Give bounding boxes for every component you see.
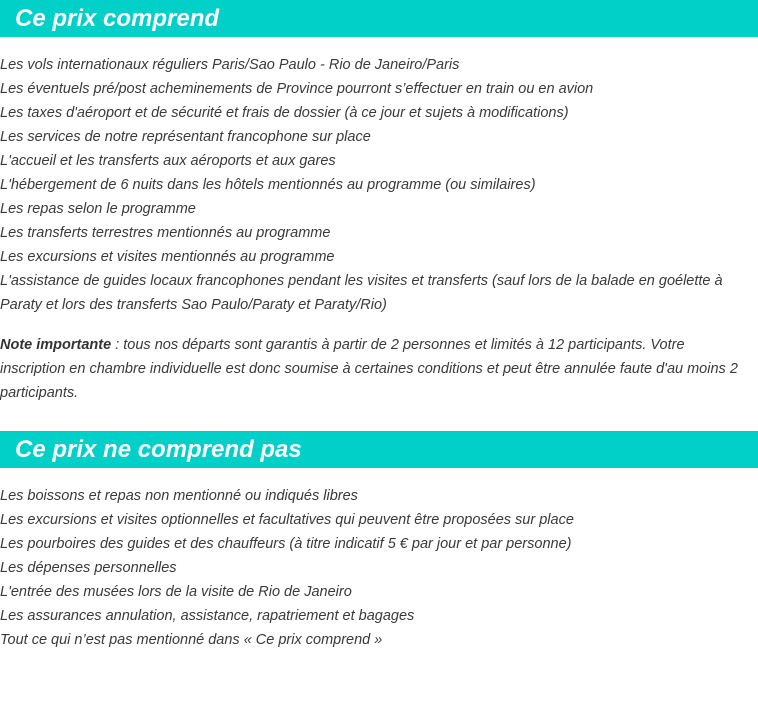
includes-section-header <box>0 0 758 37</box>
excludes-section-title: Ce prix ne comprend pas <box>15 436 302 463</box>
includes-section-title: Ce prix comprend <box>15 5 220 32</box>
list-item: Tout ce qui n’est pas mentionné dans « Ce prix comprend » <box>0 632 383 648</box>
list-item: Les services de notre représentant francophone sur place <box>0 129 371 145</box>
list-item: Les éventuels pré/post acheminements de Province pourront s’effectuer en train ou en avion <box>0 81 594 97</box>
list-item: L'assistance de guides locaux francophones pendant les visites et transferts (sauf lors de la balade en goélette à Paraty et lors des transferts Sao Paulo/Paraty et Paraty/Rio) <box>0 273 723 313</box>
important-note-label: Note importante <box>0 337 112 353</box>
list-item: Les excursions et visites mentionnés au programme <box>0 249 335 265</box>
list-item: L'entrée des musées lors de la visite de Rio de Janeiro <box>0 584 352 600</box>
list-item: Les transferts terrestres mentionnés au programme <box>0 225 331 241</box>
includes-list <box>0 53 756 317</box>
list-item: L'accueil et les transferts aux aéroports et aux gares <box>0 153 336 169</box>
list-item: Les repas selon le programme <box>0 201 196 217</box>
list-item: Les dépenses personnelles <box>0 560 177 576</box>
list-item: Les boissons et repas non mentionné ou indiqués libres <box>0 488 358 504</box>
excludes-section-header <box>0 431 758 468</box>
important-note-text: : tous nos départs sont garantis à partir de 2 personnes et limités à 12 participants. Votre inscription en chambre individuelle est donc soumise à certaines conditions et peut être annulée faute d'au moins 2 participants. <box>0 337 738 401</box>
list-item: Les pourboires des guides et des chauffeurs (à titre indicatif 5 € par jour et par personne) <box>0 536 572 552</box>
list-item: Les excursions et visites optionnelles et facultatives qui peuvent être proposées sur place <box>0 512 574 528</box>
important-note <box>0 333 752 405</box>
list-item: Les assurances annulation, assistance, rapatriement et bagages <box>0 608 415 624</box>
list-item: L'hébergement de 6 nuits dans les hôtels mentionnés au programme (ou similaires) <box>0 177 536 193</box>
list-item: Les vols internationaux réguliers Paris/Sao Paulo - Rio de Janeiro/Paris <box>0 57 460 73</box>
list-item: Les taxes d'aéroport et de sécurité et frais de dossier (à ce jour et sujets à modifications) <box>0 105 569 121</box>
excludes-list <box>0 484 756 652</box>
